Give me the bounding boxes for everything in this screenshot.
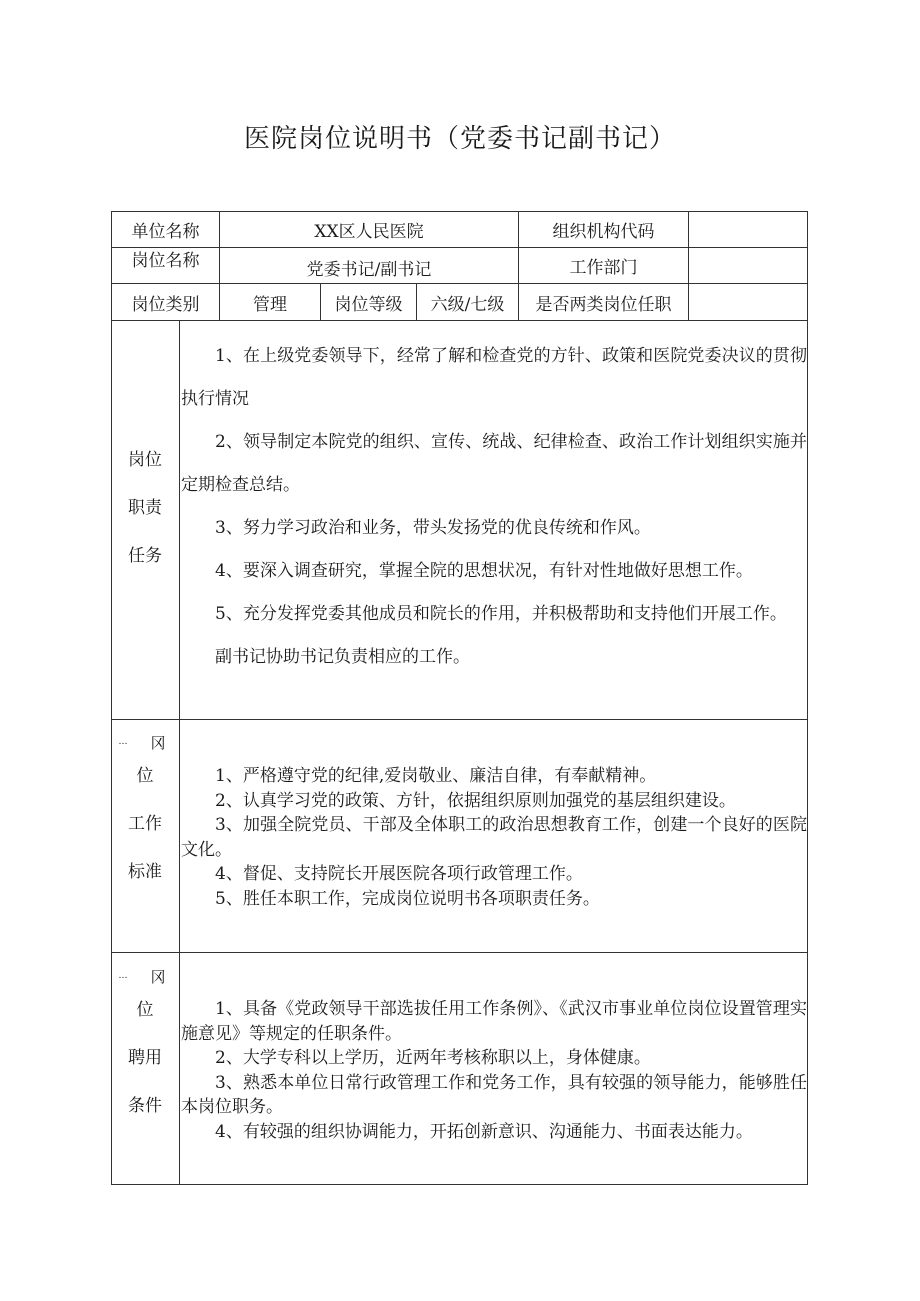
department-value [689,248,807,283]
label-line: 条件 [128,1096,162,1116]
label-line [112,734,178,800]
condition-item: 1、具备《党政领导干部选拔任用工作条例》、《武汉市事业单位岗位设置管理实施意见》等规定的任职条件。 [181,999,807,1044]
position-category-value: 管理 [253,294,287,315]
row-divider [111,952,808,953]
row-divider [111,719,808,720]
duty-item: 副书记协助书记负责相应的工作。 [215,647,470,667]
conditions-section-label [112,968,178,1130]
dots-mark: … [118,737,128,747]
label-line: 职责 [128,498,162,518]
standard-item: 4、督促、支持院长开展医院各项行政管理工作。 [215,864,583,884]
dual-role-label: 是否两类岗位任职 [535,294,672,315]
position-grade-value: 六级/七级 [430,294,505,315]
standards-content [181,764,807,911]
org-code-label: 组织机构代码 [552,222,655,242]
label-glyph [118,734,166,800]
page-title: 医院岗位说明书（党委书记副书记） [243,124,676,154]
standards-section-label [112,734,178,896]
label-line: 标准 [128,862,162,882]
duty-item: 5、充分发挥党委其他成员和院长的作用，并积极帮助和支持他们开展工作。 [215,604,787,624]
label-text: 位 [136,1000,154,1020]
position-grade-label: 岗位等级 [334,294,403,315]
position-name-label: 岗位名称 [131,251,200,271]
label-line [112,968,178,1034]
condition-item: 3、熟悉本单位日常行政管理工作和党务工作，具有较强的领导能力，能够胜任本岗位职务。 [181,1072,807,1117]
duty-item: 3、努力学习政治和业务，带头发扬党的优良传统和作风。 [215,518,651,538]
conditions-content [181,997,807,1144]
label-line: 工作 [128,814,162,834]
label-line: 岗位 [128,450,162,470]
position-name-value: 党委书记/副书记 [306,260,432,280]
standard-item: 3、加强全院党员、干部及全体职工的政治思想教育工作，创建一个良好的医院文化。 [181,815,807,860]
position-category-label: 岗位类别 [131,294,200,315]
department-label: 工作部门 [569,258,638,278]
label-line: 聘用 [128,1048,162,1068]
row-divider [111,320,808,321]
dots-mark: … [118,971,128,981]
duty-item: 1、在上级党委领导下，经常了解和检查党的方针、政策和医院党委决议的贯彻执行情况 [181,346,807,409]
org-code-value [689,212,807,247]
duties-section-label [112,436,178,580]
label-text: 位 [136,766,154,786]
ghost-glyph: 冈 [150,968,166,986]
label-line: 任务 [128,546,162,566]
unit-name-value: XX区人民医院 [314,222,424,242]
standard-item: 5、胜任本职工作，完成岗位说明书各项职责任务。 [215,888,600,909]
label-glyph [118,968,166,1034]
col-divider [179,320,180,1185]
standard-item: 2、认真学习党的政策、方针，依据组织原则加强党的基层组织建设。 [215,790,736,811]
unit-name-label: 单位名称 [131,222,200,242]
duties-content [181,335,807,679]
condition-item: 4、有较强的组织协调能力，开拓创新意识、沟通能力、书面表达能力。 [215,1121,753,1142]
standard-item: 1、严格遵守党的纪律,爱岗敬业、廉洁自律，有奉献精神。 [215,766,657,786]
condition-item: 2、大学专科以上学历，近两年考核称职以上，身体健康。 [215,1048,651,1068]
ghost-glyph: 冈 [150,734,166,752]
dual-role-value [689,284,807,320]
duty-item: 2、领导制定本院党的组织、宣传、统战、纪律检查、政治工作计划组织实施并定期检查总结。 [181,432,807,495]
duty-item: 4、要深入调查研究，掌握全院的思想状况，有针对性地做好思想工作。 [215,561,753,581]
